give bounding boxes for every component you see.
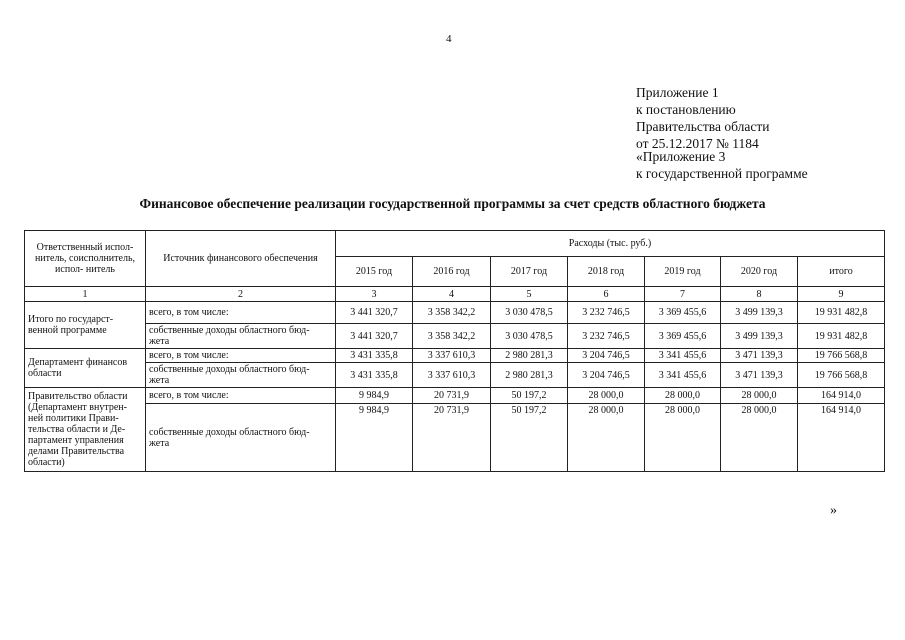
- value-cell: 3 232 746,5: [568, 302, 645, 324]
- value-cell: 3 499 139,3: [721, 302, 798, 324]
- value-cell: 3 341 455,6: [645, 349, 721, 363]
- value-cell: 3 341 455,6: [645, 363, 721, 388]
- responsible-cell: Правительство области (Департамент внутрен- ней политики Прави- тельства области и Де- партамент управления делами Правительства области): [25, 388, 146, 472]
- header-year: 2019 год: [645, 257, 721, 287]
- financing-table: [24, 230, 885, 472]
- total-cell: 164 914,0: [798, 388, 885, 404]
- table-row: [25, 388, 885, 404]
- value-cell: 3 369 455,6: [645, 302, 721, 324]
- source-cell: собственные доходы областного бюд- жета: [146, 363, 336, 388]
- column-index: 7: [645, 287, 721, 302]
- column-index: 8: [721, 287, 798, 302]
- value-cell: 3 337 610,3: [413, 349, 491, 363]
- appendix-inner-block: [636, 148, 808, 182]
- value-cell: 3 441 320,7: [336, 302, 413, 324]
- value-cell: 3 431 335,8: [336, 363, 413, 388]
- appendix-inner-line: «Приложение 3: [636, 149, 726, 164]
- total-cell: 19 931 482,8: [798, 302, 885, 324]
- total-cell: 19 766 568,8: [798, 363, 885, 388]
- document-title: Финансовое обеспечение реализации государственной программы за счет средств областного бюджета: [139, 196, 766, 211]
- total-cell: 164 914,0: [798, 404, 885, 472]
- value-cell: 3 358 342,2: [413, 302, 491, 324]
- table-row: [25, 404, 885, 472]
- column-index: 1: [25, 287, 146, 302]
- value-cell: 3 471 139,3: [721, 349, 798, 363]
- column-index-row: [25, 287, 885, 302]
- source-cell: собственные доходы областного бюд- жета: [146, 404, 336, 472]
- value-cell: 3 369 455,6: [645, 324, 721, 349]
- value-cell: 28 000,0: [645, 404, 721, 472]
- value-cell: 3 204 746,5: [568, 363, 645, 388]
- table-row: [25, 324, 885, 349]
- value-cell: 28 000,0: [645, 388, 721, 404]
- header-year: 2018 год: [568, 257, 645, 287]
- appendix-line: Приложение 1: [636, 85, 719, 100]
- value-cell: 3 030 478,5: [491, 324, 568, 349]
- value-cell: 28 000,0: [721, 388, 798, 404]
- table-row: [25, 302, 885, 324]
- value-cell: 28 000,0: [721, 404, 798, 472]
- page-number: 4: [446, 33, 452, 45]
- value-cell: 20 731,9: [413, 404, 491, 472]
- value-cell: 3 337 610,3: [413, 363, 491, 388]
- value-cell: 2 980 281,3: [491, 349, 568, 363]
- value-cell: 2 980 281,3: [491, 363, 568, 388]
- value-cell: 3 431 335,8: [336, 349, 413, 363]
- value-cell: 3 358 342,2: [413, 324, 491, 349]
- column-index: 6: [568, 287, 645, 302]
- source-cell: всего, в том числе:: [146, 388, 336, 404]
- value-cell: 3 204 746,5: [568, 349, 645, 363]
- source-cell: всего, в том числе:: [146, 349, 336, 363]
- header-expenses: Расходы (тыс. руб.): [336, 231, 885, 257]
- header-year: 2020 год: [721, 257, 798, 287]
- responsible-cell: Итого по государст- венной программе: [25, 302, 146, 349]
- value-cell: 3 471 139,3: [721, 363, 798, 388]
- column-index: 5: [491, 287, 568, 302]
- column-index: 9: [798, 287, 885, 302]
- table-row: [25, 363, 885, 388]
- total-cell: 19 766 568,8: [798, 349, 885, 363]
- source-cell: собственные доходы областного бюд- жета: [146, 324, 336, 349]
- appendix-line: от 25.12.2017 № 1184: [636, 136, 759, 151]
- value-cell: 20 731,9: [413, 388, 491, 404]
- value-cell: 9 984,9: [336, 388, 413, 404]
- column-index: 4: [413, 287, 491, 302]
- header-year: 2016 год: [413, 257, 491, 287]
- value-cell: 50 197,2: [491, 404, 568, 472]
- header-source: Источник финансового обеспечения: [146, 231, 336, 287]
- appendix-line: к постановлению: [636, 102, 736, 117]
- header-total: итого: [798, 257, 885, 287]
- header-responsible: Ответственный испол- нитель, соисполнитель, испол- нитель: [25, 231, 146, 287]
- value-cell: 9 984,9: [336, 404, 413, 472]
- total-cell: 19 931 482,8: [798, 324, 885, 349]
- header-year: 2017 год: [491, 257, 568, 287]
- value-cell: 28 000,0: [568, 388, 645, 404]
- value-cell: 3 232 746,5: [568, 324, 645, 349]
- value-cell: 3 499 139,3: [721, 324, 798, 349]
- value-cell: 3 441 320,7: [336, 324, 413, 349]
- table-row: [25, 349, 885, 363]
- closing-quote-mark: »: [830, 503, 837, 518]
- value-cell: 50 197,2: [491, 388, 568, 404]
- appendix-inner-line: к государственной программе: [636, 166, 808, 181]
- value-cell: 3 030 478,5: [491, 302, 568, 324]
- column-index: 3: [336, 287, 413, 302]
- header-year: 2015 год: [336, 257, 413, 287]
- source-cell: всего, в том числе:: [146, 302, 336, 324]
- value-cell: 28 000,0: [568, 404, 645, 472]
- column-index: 2: [146, 287, 336, 302]
- appendix-block: [636, 84, 769, 152]
- responsible-cell: Департамент финансов области: [25, 349, 146, 388]
- appendix-line: Правительства области: [636, 119, 770, 134]
